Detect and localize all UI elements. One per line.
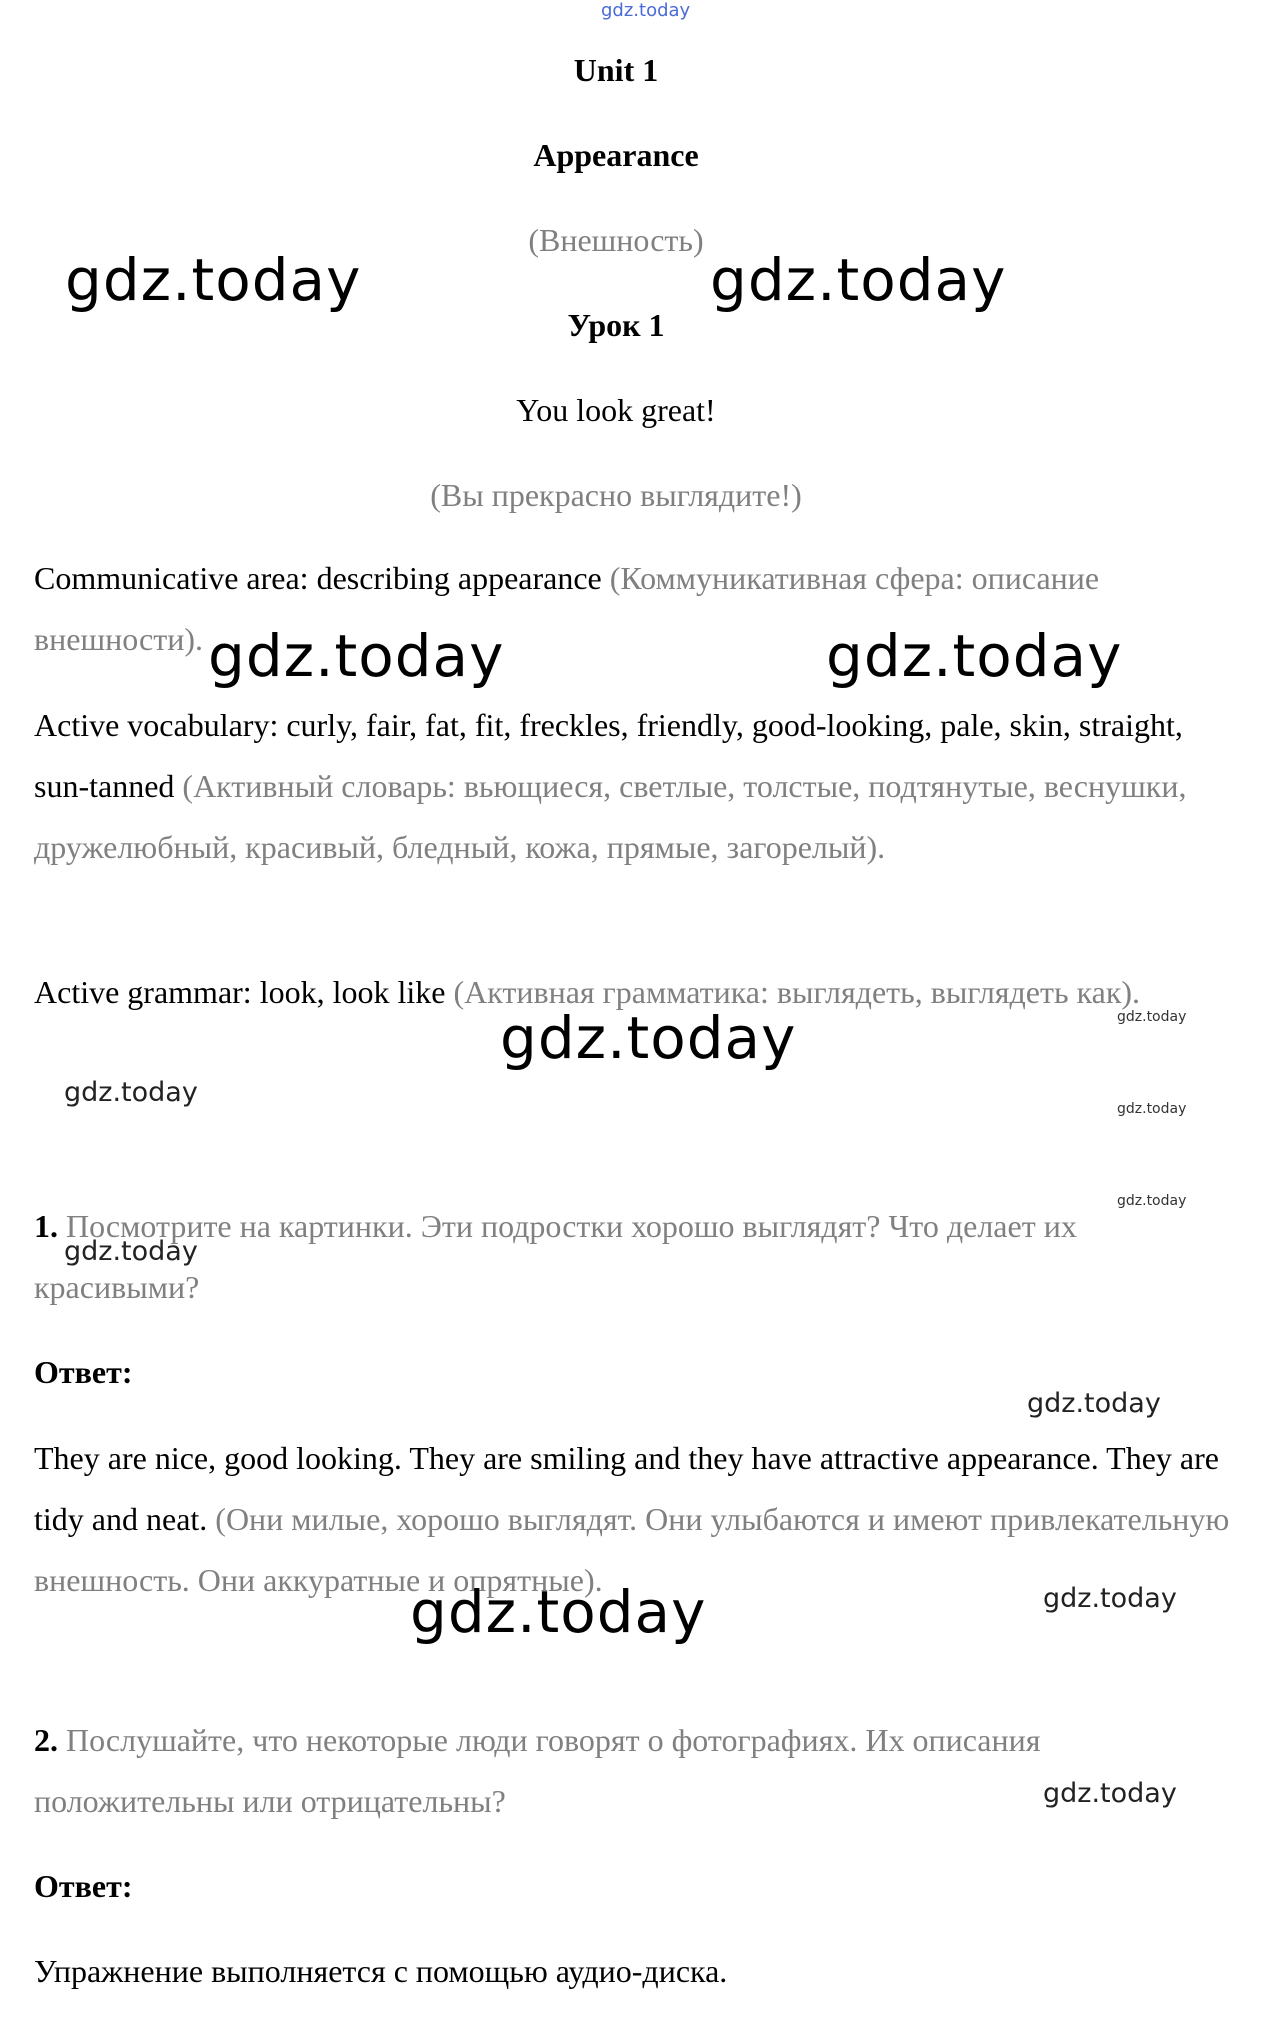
exercise-1-number: 1. [34,1208,58,1244]
watermark-medium-1: gdz.today [64,1077,198,1108]
topic-translation: (Внешность) [528,222,704,258]
exercise-2-answer: Упражнение выполняется с помощью аудио-диска. [34,1953,728,1989]
exercise-2-answer-label: Ответ: [34,1868,133,1904]
topic-title: Appearance [533,137,699,173]
lesson-title: You look great! [516,392,716,428]
active-grammar-ru: (Активная грамматика: выглядеть, выглядеть как). [453,974,1141,1010]
exercise-2-number: 2. [34,1722,58,1758]
watermark-large-5: gdz.today [500,1004,797,1072]
watermark-large-2: gdz.today [710,246,1007,314]
watermark-large-3: gdz.today [208,622,505,690]
lesson-number: Урок 1 [567,307,665,343]
exercise-1-answer-ru: (Они милые, хорошо выглядят. Они улыбаются и имеют привлекательную внешность. Они аккуратные и опрятные). [34,1501,1230,1598]
active-grammar-en: Active grammar: look, look like [34,974,446,1010]
exercise-1-text: Посмотрите на картинки. Эти подростки хорошо выглядят? Что делает их красивыми? [34,1208,1077,1305]
exercise-2-text: Послушайте, что некоторые люди говорят о фотографиях. Их описания положительны или отрицательны? [34,1722,1041,1819]
exercise-1-task [34,1196,1234,1318]
watermark-small-3: gdz.today [1117,1193,1187,1209]
watermark-small-2: gdz.today [1117,1101,1187,1117]
active-vocabulary-en: Active vocabulary: curly, fair, fat, fit, freckles, friendly, good-looking, pale, skin, straight, sun-tanned [34,707,1183,804]
active-vocabulary-ru: (Активный словарь: вьющиеся, светлые, толстые, подтянутые, веснушки, дружелюбный, красивый, бледный, кожа, прямые, загорелый). [34,768,1187,865]
watermark-medium-5: gdz.today [1043,1778,1177,1809]
exercise-2-task [34,1710,1234,1832]
unit-title: Unit 1 [573,52,659,88]
watermark-medium-2: gdz.today [64,1236,198,1267]
watermark-medium-3: gdz.today [1027,1388,1161,1419]
exercise-1-answer-label: Ответ: [34,1354,133,1390]
exercise-1-answer-en: They are nice, good looking. They are smiling and they have attractive appearance. They are tidy and neat. [34,1440,1219,1537]
watermark-top: gdz.today [601,0,691,21]
lesson-title-translation: (Вы прекрасно выглядите!) [430,477,802,513]
watermark-large-6: gdz.today [410,1578,707,1646]
watermark-large-4: gdz.today [826,622,1123,690]
watermark-large-1: gdz.today [65,246,362,314]
watermark-small-1: gdz.today [1117,1009,1187,1025]
communicative-area-en: Communicative area: describing appearance [34,560,602,596]
active-vocabulary [34,695,1234,878]
communicative-area-ru: (Коммуникативная сфера: описание внешности). [34,560,1100,657]
watermark-medium-4: gdz.today [1043,1583,1177,1614]
